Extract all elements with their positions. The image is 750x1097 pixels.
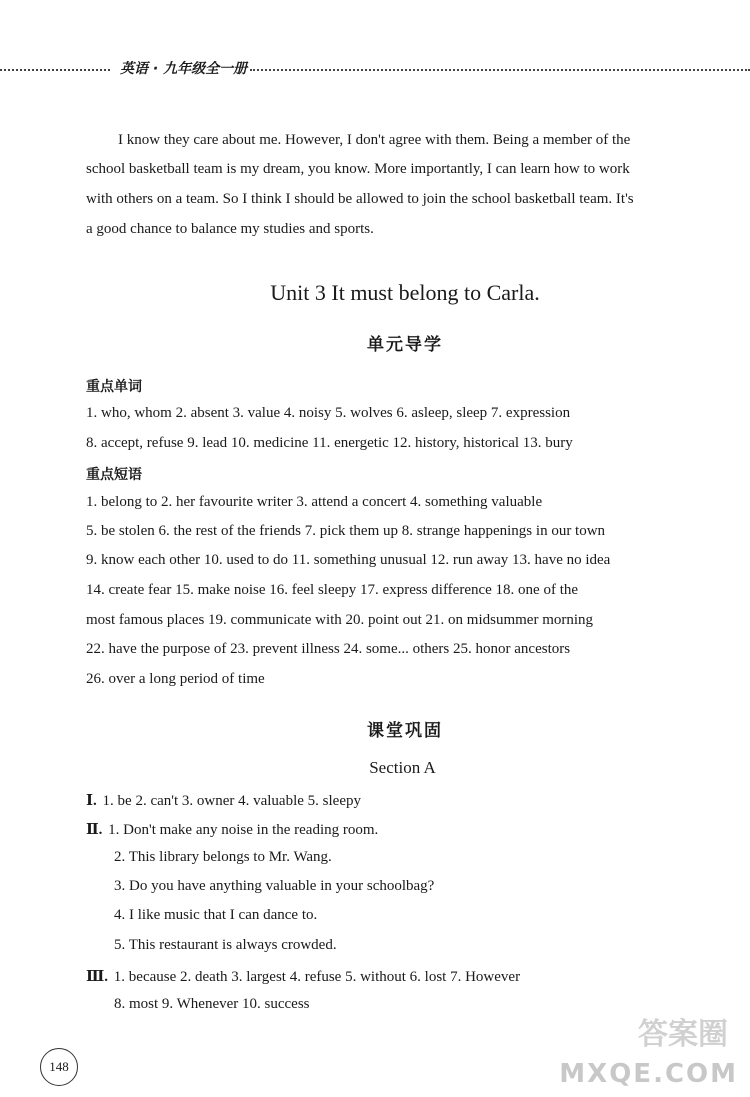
key-phrases-line-6: 22. have the purpose of 23. prevent illness 24. some... others 25. honor ancestors (86, 641, 571, 657)
key-phrases-line-3: 9. know each other 10. used to do 11. something unusual 12. run away 13. have no idea (86, 552, 611, 568)
intro-line-1: I know they care about me. However, I don't agree with them. Being a member of the (118, 132, 631, 148)
part2-line-1 (86, 820, 378, 839)
part2-item-2: 2. This library belongs to Mr. Wang. (114, 849, 332, 865)
part3-numeral: Ⅲ. (86, 969, 109, 985)
intro-line-2: school basketball team is my dream, you know. More importantly, I can learn how to work (86, 161, 630, 177)
page-number: 148 (40, 1048, 78, 1086)
key-words-line-1: 1. who, whom 2. absent 3. value 4. noisy 5. wolves 6. asleep, sleep 7. expression (86, 405, 571, 421)
part1-answers: 1. be 2. can't 3. owner 4. valuable 5. sleepy (102, 793, 361, 809)
intro-line-3: with others on a team. So I think I should be allowed to join the school basketball team. It's (86, 191, 634, 207)
part2-item-5: 5. This restaurant is always crowded. (114, 937, 337, 953)
part2-item-4: 4. I like music that I can dance to. (114, 907, 318, 923)
part2-item-1: 1. Don't make any noise in the reading room. (108, 822, 379, 838)
key-phrases-line-5: most famous places 19. communicate with 20. point out 21. on midsummer morning (86, 612, 594, 628)
watermark-url: MXQE.COM (559, 1059, 738, 1089)
part3-line-1 (86, 967, 520, 986)
key-phrases-line-4: 14. create fear 15. make noise 16. feel sleepy 17. express difference 18. one of the (86, 582, 579, 598)
part1-line (86, 791, 361, 810)
section-a-title: Section A (369, 758, 436, 777)
part1-numeral: Ⅰ. (86, 793, 97, 809)
intro-line-4: a good chance to balance my studies and sports. (86, 221, 374, 237)
header-dotted-rule-right (250, 69, 750, 71)
key-phrases-line-7: 26. over a long period of time (86, 671, 265, 687)
part2-numeral: Ⅱ. (86, 822, 103, 838)
consolidate-heading: 课堂巩固 (367, 721, 443, 741)
part2-item-3: 3. Do you have anything valuable in your schoolbag? (114, 878, 435, 894)
key-words-label: 重点单词 (86, 379, 142, 395)
watermark-logo-text: 答案圈 (638, 1017, 728, 1052)
running-header (0, 56, 750, 80)
part3-answers-2: 8. most 9. Whenever 10. success (114, 996, 310, 1012)
header-dotted-rule-left (0, 69, 110, 71)
key-phrases-line-1: 1. belong to 2. her favourite writer 3. attend a concert 4. something valuable (86, 494, 543, 510)
header-title: 英语 · 九年级全一册 (120, 61, 248, 77)
key-words-line-2: 8. accept, refuse 9. lead 10. medicine 11. energetic 12. history, historical 13. bury (86, 435, 573, 451)
guide-heading: 单元导学 (367, 335, 443, 355)
part3-answers-1: 1. because 2. death 3. largest 4. refuse 5. without 6. lost 7. However (113, 969, 521, 985)
unit-title: Unit 3 It must belong to Carla. (270, 280, 540, 305)
key-phrases-label: 重点短语 (86, 467, 142, 483)
key-phrases-line-2: 5. be stolen 6. the rest of the friends 7. pick them up 8. strange happenings in our town (86, 523, 606, 539)
